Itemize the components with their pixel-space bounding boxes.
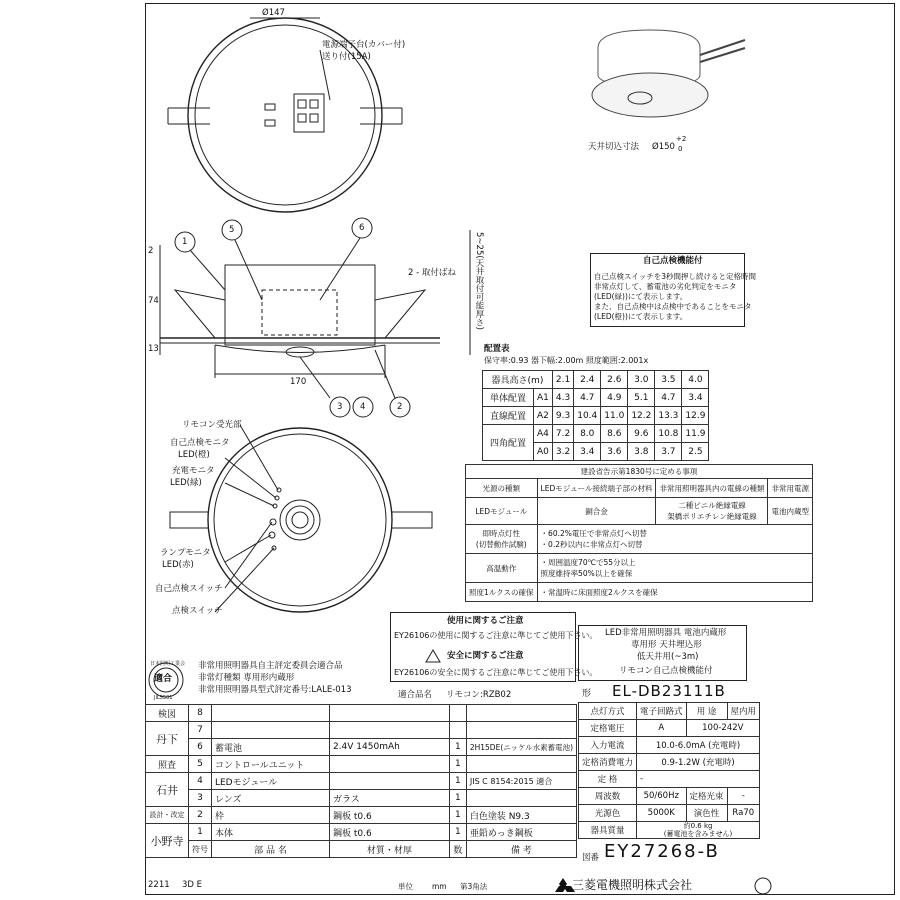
cert-ring-bottom: JIL5501 [154, 695, 173, 701]
table-header: 3.5 [655, 371, 682, 389]
table-cell: 7 [188, 722, 211, 739]
table-row [579, 720, 760, 737]
lamp-monitor-label: ランプモニタ [160, 548, 211, 558]
usage-note: EY26106の使用に関するご注意に準じてご使用下さい。 [394, 631, 598, 640]
dim-170: 170 [290, 377, 307, 387]
approval-cell: 照査 [146, 756, 189, 773]
table-cell: 10.4 [574, 407, 601, 425]
safety-title: 安全に関するご注意 [447, 651, 524, 661]
product-desc: 専用形 天井埋込形 [631, 640, 702, 650]
table-cell: ガラス [329, 790, 449, 807]
table-row [483, 371, 709, 389]
table-cell: ・60.2%電圧で非常点灯へ切替 [540, 529, 647, 538]
approval-cell: 小野寺 [146, 824, 189, 858]
table-cell: 定 格 [579, 771, 637, 788]
table-cell: LEDモジュール [211, 773, 329, 790]
table-cell: 3.7 [655, 443, 682, 461]
table-cell: 9.3 [552, 407, 573, 425]
table-cell: 電子回路式 [637, 703, 687, 720]
table-header: 非常用照明器具内の電線の種類 [656, 479, 768, 498]
table-cell: 8.6 [601, 425, 628, 443]
dim-74: 74 [148, 296, 159, 306]
table-cell: A1 [534, 389, 553, 407]
table-cell: 2.4V 1450mAh [329, 739, 449, 756]
cert-line-3: 非常用照明器具型式評定番号:LALE-013 [198, 685, 352, 695]
table-cell: LEDモジュール [466, 498, 538, 525]
cert-badge-text: 適合 [154, 674, 173, 684]
usage-title: 使用に関するご注意 [447, 616, 524, 626]
table-cell: 5.1 [628, 389, 655, 407]
callout-5: 5 [229, 225, 235, 235]
callout-2: 2 [397, 402, 403, 412]
drawing-number: EY27268-B [604, 841, 720, 862]
table-row [466, 498, 813, 525]
parts-table [145, 704, 577, 858]
table-cell: コントロールユニット [211, 756, 329, 773]
table-cell: 2 [188, 807, 211, 824]
table-cell: 3.8 [628, 443, 655, 461]
drawing-number-label: 図番 [582, 853, 600, 863]
table-cell: 2H15DE(ニッケル水素蓄電池) [466, 739, 576, 756]
table-cell [466, 790, 576, 807]
table-cell: 0.9-1.2W (充電時) [637, 754, 760, 771]
table-row [146, 773, 577, 790]
table-cell: 白色塗装 N9.3 [466, 807, 576, 824]
self-check-line: (LED(緑))にて表示します。 [594, 292, 688, 301]
table-cell: 2.5 [682, 443, 709, 461]
table-row [466, 583, 813, 602]
table-cell: 四角配置 [483, 425, 534, 461]
table-cell: 枠 [211, 807, 329, 824]
table-row [146, 790, 577, 807]
cutout-label: 天井切込寸法 [588, 142, 640, 152]
model-name: EL-DB23111B [612, 682, 726, 700]
company-name: 三菱電機照明株式会社 [572, 878, 693, 892]
table-cell [211, 705, 329, 722]
self-check-line: 非常点灯して、蓄電池の劣化判定をモニタ [594, 282, 737, 291]
product-desc: 低天井用(~3m) [637, 652, 699, 662]
table-header: 符号 [188, 841, 211, 858]
remote-value: リモコン:RZB02 [446, 690, 512, 700]
table-row [579, 771, 760, 788]
table-header: 4.0 [682, 371, 709, 389]
layout-table-title: 配置表 [484, 344, 510, 354]
table-cell: 13.3 [655, 407, 682, 425]
table-cell: 3.6 [601, 443, 628, 461]
table-cell: 用 途 [686, 703, 727, 720]
table-cell: 即時点灯性 [482, 529, 521, 538]
product-desc: リモコン自己点検機能付 [619, 666, 713, 676]
table-row [579, 754, 760, 771]
side-view [160, 218, 470, 417]
table-cell: 演色性 [686, 805, 727, 822]
table-cell: 1 [188, 824, 211, 841]
self-check-title: 自己点検機能付 [643, 256, 703, 266]
table-cell: - [637, 771, 760, 788]
table-cell [329, 756, 449, 773]
dim-2: 2 [148, 246, 154, 256]
footer-unit: mm [432, 882, 447, 891]
table-cell [449, 705, 466, 722]
table-cell: 4.7 [655, 389, 682, 407]
table-cell: (蓄電池を含みません) [663, 830, 733, 838]
table-cell: 10.8 [655, 425, 682, 443]
approval-cell: 検図 [146, 705, 189, 722]
table-row [579, 822, 760, 839]
remote-label: 適合品名 [398, 690, 433, 700]
table-cell: 直線配置 [483, 407, 534, 425]
table-row [579, 805, 760, 822]
table-cell: 5 [188, 756, 211, 773]
layout-table-params: 保守率:0.93 器下幅:2.00m 照度範囲:2.001x [484, 356, 649, 365]
model-label: 形 [582, 689, 592, 699]
table-cell: 屋内用 [727, 703, 760, 720]
table-cell: 4.3 [552, 389, 573, 407]
table-header: 2.6 [601, 371, 628, 389]
notice-table [465, 464, 813, 602]
table-cell: - [727, 788, 760, 805]
table-header: 備 考 [466, 841, 576, 858]
table-cell: 4 [188, 773, 211, 790]
notice-title: 建設省告示第1830号に定める事項 [466, 465, 813, 479]
layout-table [482, 370, 709, 461]
table-row [146, 841, 577, 858]
self-check-switch-label: 自己点検スイッチ [155, 584, 223, 594]
table-row [579, 737, 760, 754]
footer-code: 2211 [148, 880, 170, 890]
table-cell: 鋼板 t0.6 [329, 807, 449, 824]
table-cell: 12.2 [628, 407, 655, 425]
table-cell: 10.0-6.0mA (充電時) [637, 737, 760, 754]
table-cell: 1 [449, 773, 466, 790]
table-cell: 銅合金 [537, 498, 656, 525]
table-cell: A [637, 720, 687, 737]
table-cell: 二種ビニル絶縁電線 [678, 501, 746, 510]
table-header: 数 [449, 841, 466, 858]
footer-angle: 第3角法 [460, 882, 488, 891]
table-header: 部 品 名 [211, 841, 329, 858]
table-row [146, 722, 577, 739]
safety-note: EY26106の安全に関するご注意に準じてご使用下さい。 [394, 668, 598, 677]
table-cell: 3.4 [682, 389, 709, 407]
table-row [146, 756, 577, 773]
table-cell: 3.4 [574, 443, 601, 461]
table-cell: レンズ [211, 790, 329, 807]
footer-rev: 3D E [182, 880, 203, 890]
table-cell: 8.0 [574, 425, 601, 443]
self-check-line: また、自己点検中は点検中であることをモニタ [594, 302, 752, 311]
callout-6: 6 [359, 223, 365, 233]
table-cell: JIS C 8154:2015 適合 [466, 773, 576, 790]
table-cell: 1 [449, 807, 466, 824]
table-row [483, 389, 709, 407]
remote-receiver-label: リモコン受光部 [182, 420, 242, 430]
product-photo [592, 30, 745, 117]
table-cell: 蓄電池 [211, 739, 329, 756]
table-cell: 光源色 [579, 805, 637, 822]
table-cell [329, 722, 449, 739]
table-cell: 高温動作 [466, 554, 538, 583]
table-header: 2.4 [574, 371, 601, 389]
table-cell: 本体 [211, 824, 329, 841]
table-cell [211, 722, 329, 739]
table-row [483, 407, 709, 425]
table-row [579, 788, 760, 805]
cert-line-2: 非常灯種類 専用形内蔵形 [198, 673, 295, 683]
table-header: LEDモジュール接続端子部の材料 [537, 479, 656, 498]
table-cell: 11.9 [682, 425, 709, 443]
table-cell: 100-242V [686, 720, 760, 737]
table-cell [449, 722, 466, 739]
table-cell: 器具質量 [579, 822, 637, 839]
terminal-note-1: 電源端子台(カバー付) [322, 40, 406, 50]
table-cell: A2 [534, 407, 553, 425]
approval-cell: 設計・改定 [146, 807, 189, 824]
table-cell: 点灯方式 [579, 703, 637, 720]
led-green-label: LED(緑) [170, 478, 202, 488]
usage-notes-box [390, 612, 598, 682]
cert-line-1: 非常用照明器具自主評定委員会適合品 [198, 661, 343, 671]
table-cell: 4.9 [601, 389, 628, 407]
approval-cell: 丹下 [146, 722, 189, 756]
table-cell [329, 705, 449, 722]
table-cell: 50/60Hz [637, 788, 687, 805]
table-cell: (切替動作試験) [475, 540, 527, 549]
self-check-monitor-label: 自己点検モニタ [170, 438, 230, 448]
table-cell: 亜鉛めっき鋼板 [466, 824, 576, 841]
table-row [579, 703, 760, 720]
table-cell: 4.7 [574, 389, 601, 407]
cutout-tol-plus: +2 [676, 135, 687, 143]
circle-mark-icon [755, 878, 771, 894]
table-cell: 6 [188, 739, 211, 756]
table-cell: 照度1ルクスの確保 [466, 583, 538, 602]
self-check-box [590, 253, 756, 327]
table-cell: 架橋ポリエチレン絶縁電線 [667, 512, 757, 521]
table-cell: 電池内蔵型 [768, 498, 813, 525]
dim-13: 13 [148, 344, 159, 354]
table-cell: ・周囲温度70℃で55分以上 [540, 558, 636, 567]
table-row [466, 525, 813, 554]
product-description-box [578, 625, 747, 681]
table-cell: 7.2 [552, 425, 573, 443]
table-cell [329, 773, 449, 790]
table-header: 3.0 [628, 371, 655, 389]
product-desc: LED非常用照明器具 電池内蔵形 [605, 628, 727, 638]
diameter-label: Ø147 [262, 8, 285, 18]
table-cell: 1 [449, 790, 466, 807]
table-header: 材質・材厚 [329, 841, 449, 858]
table-cell [466, 705, 576, 722]
table-cell: 8 [188, 705, 211, 722]
self-check-line: 自己点検スイッチを3秒間押し続けると定格時間 [594, 272, 756, 281]
callout-3: 3 [337, 402, 343, 412]
table-row [146, 807, 577, 824]
callout-1: 1 [182, 237, 188, 247]
table-row [146, 739, 577, 756]
table-cell [466, 756, 576, 773]
table-cell: ・常温時に床面照度2ルクスを確保 [537, 583, 812, 602]
table-header: 2.1 [552, 371, 573, 389]
table-cell: 単体配置 [483, 389, 534, 407]
approval-cell: 石井 [146, 773, 189, 807]
table-cell: 定格電圧 [579, 720, 637, 737]
terminal-note-2: 送り付(15A) [322, 52, 371, 62]
table-row [483, 425, 709, 443]
table-cell: 定格消費電力 [579, 754, 637, 771]
charge-monitor-label: 充電モニタ [172, 466, 215, 476]
table-cell: 12.9 [682, 407, 709, 425]
cutout-value: Ø150 [652, 142, 675, 152]
table-cell: 11.0 [601, 407, 628, 425]
table-cell: 1 [449, 756, 466, 773]
table-cell: 定格光束 [686, 788, 727, 805]
table-cell: 3.2 [552, 443, 573, 461]
table-cell: 9.6 [628, 425, 655, 443]
table-cell: 約0.6 kg [683, 822, 713, 830]
table-row [466, 465, 813, 479]
table-cell: 1 [449, 824, 466, 841]
table-row [146, 824, 577, 841]
table-cell: 周波数 [579, 788, 637, 805]
footer-unit-label: 単位 [398, 882, 413, 891]
table-row [466, 479, 813, 498]
self-check-line: (LED(橙))にて表示します。 [594, 312, 688, 321]
table-header: 非常用電源 [768, 479, 813, 498]
table-cell [466, 722, 576, 739]
table-header: 器具高さ(m) [483, 371, 553, 389]
cert-ring-top: 日本照明工業会 [150, 661, 186, 667]
check-switch-label: 点検スイッチ [172, 606, 223, 616]
table-cell: A4 [534, 425, 553, 443]
table-header: 光源の種類 [466, 479, 538, 498]
table-cell: 1 [449, 739, 466, 756]
table-cell: ・0.2秒以内に非常点灯へ切替 [540, 540, 643, 549]
table-cell: A0 [534, 443, 553, 461]
cutout-tol-zero: 0 [678, 145, 683, 153]
table-cell: Ra70 [727, 805, 760, 822]
ceiling-thickness-label: 5~25(天井取付可能厚さ) [474, 232, 484, 330]
table-row [146, 705, 577, 722]
spring-label: 2 - 取付ばね [408, 268, 456, 278]
table-cell: 入力電流 [579, 737, 637, 754]
callout-4: 4 [360, 402, 366, 412]
table-cell: 3 [188, 790, 211, 807]
table-cell: 鋼板 t0.6 [329, 824, 449, 841]
table-cell: 5000K [637, 805, 687, 822]
table-cell: 照度維持率50%以上を確保 [540, 569, 633, 578]
led-orange-label: LED(橙) [178, 450, 210, 460]
spec-table [578, 702, 760, 839]
table-row [466, 554, 813, 583]
led-red-label: LED(赤) [162, 560, 194, 570]
